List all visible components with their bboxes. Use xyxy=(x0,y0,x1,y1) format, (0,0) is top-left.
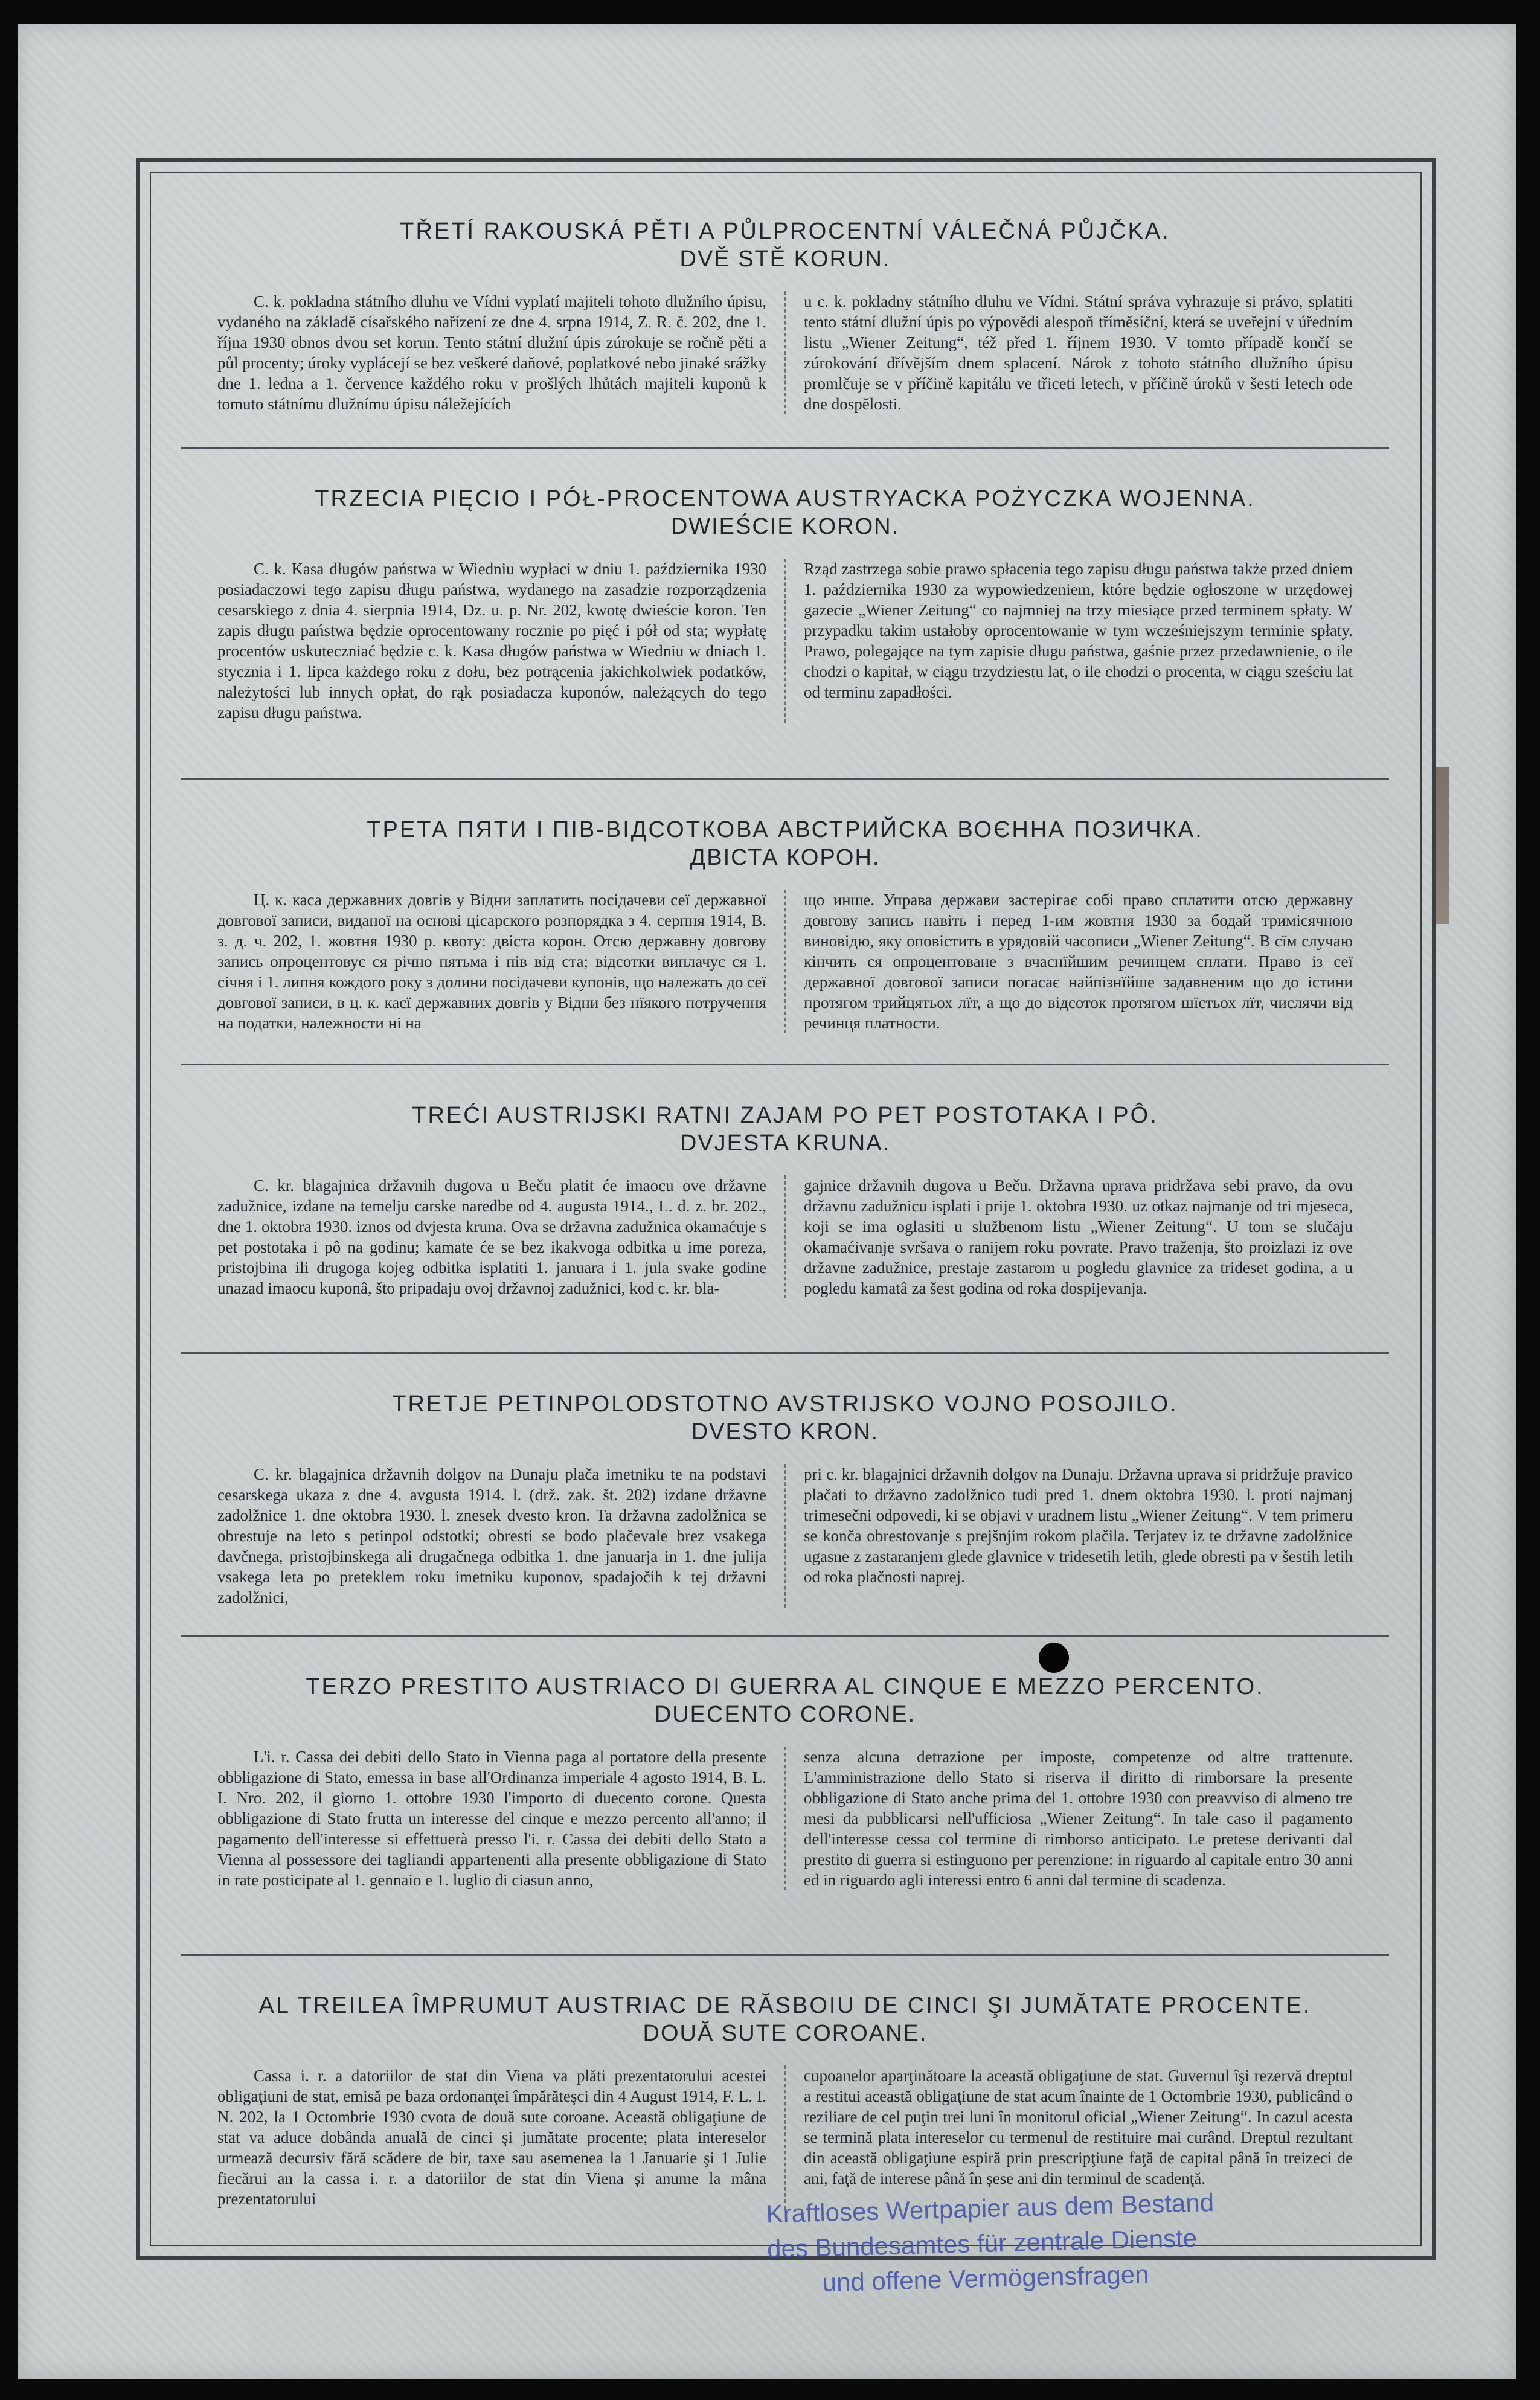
section-title: TRZECIA PIĘCIO I PÓŁ-PROCENTOWA AUSTRYACKA POŻYCZKA WOJENNA. xyxy=(315,486,1256,512)
section-text-left: C. kr. blagajnica državnih dugova u Beču platit će imaocu ove državne zadužnice, izdane na temelju carske naredbe od 4. augusta 1914., L. d. z. br. 202., dne 1. oktobra 1930. iznos od dvjesta kruna. Ova se državna zadužnica okamaćuje s pet postotaka i pô na godinu; kamate će se bez ikakvoga odbitka u ime poreza, pristojbina ili drugoga kojeg odbitka isplatiti 1. januara i 1. jula svake godine unazad imaocu kuponâ, što pripadaju ovoj državnoj zadužnici, kod c. kr. bla- xyxy=(199,1175,786,1298)
section-title: TRETJE PETINPOLODSTOTNO AVSTRIJSKO VOJNO POSOJILO. xyxy=(392,1391,1178,1417)
section-text-right: gajnice državnih dugova u Beču. Državna uprava pridržava sebi pravo, da ovu državnu zadužnicu isplati i prije 1. oktobra 1930. uz otkaz najmanje od tri mjeseca, koji se ima oglasiti u službenom listu „Wiener Zeitung“. U tom se slučaju okamaćivanje svršava o ranijem roku povrate. Pravo traženja, što proizlazi iz ove državne zadužnice, prestaje zastarom u pogledu glavnice za trideset godina, a u pogledu kamatâ za šest godina od roka dospijevanja. xyxy=(804,1176,1353,1297)
section-slovene xyxy=(181,1354,1389,1629)
section-columns xyxy=(199,559,1371,723)
section-subtitle: DUECENTO CORONE. xyxy=(654,1702,916,1727)
stamp-line: und offene Vermögensfragen xyxy=(822,2259,1150,2297)
paper-edge-tear xyxy=(1436,767,1449,924)
section-columns xyxy=(199,1747,1371,1890)
section-text-left: Ц. к. каса державних довгів у Відни заплатить посідачеви сеї державної довгової записи, виданої на основі цісарского розпорядка з 4. серпня 1914, В. з. д. ч. 202, 1. жовтня 1930 р. квоту: двіста корон. Отсю державну довгову запись опроцентовує ся річно пятьма і пів від ста; відсотки виплачує ся 1. січня і 1. липня кождого року з долини посідачеви купонів, що належать до сеї довгової записи, в ц. к. касї державних довгів у Відни без нїякого потручення на податки, належности ні на xyxy=(199,890,786,1033)
section-columns xyxy=(199,1464,1371,1608)
section-subtitle: ДВІСТА КОРОН. xyxy=(690,845,881,870)
section-croatian xyxy=(181,1065,1389,1346)
section-ukrainian xyxy=(181,780,1389,1057)
section-text-right: senza alcuna detrazione per imposte, competenze od altre trattenute. L'amministrazione dello Stato si riserva il diritto di rimborsare la presente obbligazione di Stato anche prima del 1. ottobre 1930 con preavviso di almeno tre mesi da pubblicarsi nell'ufficiosa „Wiener Zeitung“. In tale caso il pagamento dell'interesse cessa col termine di rimborso anticipato. Le pretese derivanti dal prestito di guerra si estinguono per perenzione: in riguardo al capitale entro 30 anni ed in riguardo agli interessi entro 6 anni dal termine di scadenza. xyxy=(804,1748,1353,1889)
section-italian xyxy=(181,1637,1389,1948)
section-text-right: cupoanelor aparţinătoare la această obligaţiune de stat. Guvernul îşi rezervă dreptul a restitui această obligaţiune de stat acum înainte de 1 Octombrie 1930, publicând o reziliare de cel puţin trei luni în monitorul oficial „Wiener Zeitung“. In cazul acesta se termină plata intereselor cu termenul de restituire mai curând. Dreptul rezultant din această obligaţiune espiră prin prescripţiune faţă de capital până în treizeci de ani, faţă de interese până în şese ani din terminul de scadenţă. xyxy=(804,2067,1353,2187)
section-title: TERZO PRESTITO AUSTRIACO DI GUERRA AL CINQUE E MEZZO PERCENTO. xyxy=(306,1674,1265,1699)
cancellation-stamp xyxy=(766,2182,1342,2302)
section-text-right: u c. k. pokladny státního dluhu ve Vídni. Státní správa vyhrazuje si právo, splatiti tento státní dlužní úpis po výpovědi alespoň tříměsíční, která se uveřejní v úředním listu „Wiener Zeitung“, též před 1. říjnem 1930. V tomto případě končí se zúrokování dřívějším dnem splacení. Nárok z tohoto státního dlužního úpisu promlčuje se v příčině kapitálu ve třiceti letech, v příčině úroků v šesti letech ode dne dospělosti. xyxy=(804,292,1353,413)
section-polish xyxy=(181,449,1389,772)
section-subtitle: DWIEŚCIE KORON. xyxy=(670,514,900,539)
section-title: AL TREILEA ÎMPRUMUT AUSTRIAC DE RĂSBOIU DE CINCI ŞI JUMĂTATE PROCENTE. xyxy=(258,1993,1312,2018)
section-text-right: що инше. Управа держави застерігає собі право сплатити отсю державну довгову запись навіть і перед 1-им жовтня 1930 за бодай тримісячною виновідю, яку оповістить в урядовій часописи „Wiener Zeitung“. В сїм случаю кінчить ся опроцентоване з вчаснїйшим речинцем сплати. Право із сеї державної довгової записи погасає найпізнїйше задавненим що до істини протягом трийцятьох лїт, а що до відсоток протягом шїстьох лїт, числячи від речинця платности. xyxy=(804,891,1353,1032)
bond-text-content xyxy=(181,181,1389,2245)
section-columns xyxy=(199,291,1371,414)
section-text-right: pri c. kr. blagajnici državnih dolgov na Dunaju. Državna uprava si pridržuje pravico plačati to državno zadolžnico tudi pred 1. dnem oktobra 1930. l. proti najmanj trimesečni odpovedi, ki se objavi v uradnem listu „Wiener Zeitung“. V tem primeru se konča obrestovanje s prejšnjim rokom plačila. Terjatev iz te državne zadolžnice ugasne z zastaranjem glede glavnice v tridesetih letih, glede obresti pa v šestih letih od roka plačnosti naprej. xyxy=(804,1465,1353,1586)
stamp-line: Kraftloses Wertpapier aus dem Bestand xyxy=(766,2188,1214,2228)
stamp-line: des Bundesamtes für zentrale Dienste xyxy=(766,2223,1198,2264)
section-subtitle: DVJESTA KRUNA. xyxy=(679,1131,891,1156)
section-czech xyxy=(181,181,1389,441)
section-text-left: L'i. r. Cassa dei debiti dello Stato in Vienna paga al portatore della presente obbligazione di Stato, emessa in base all'Ordinanza imperiale 4 agosto 1914, B. L. I. Nro. 202, il giorno 1. ottobre 1930 l'importo di duecento corone. Questa obbligazione di Stato frutta un interesse del cinque e mezzo percento all'anno; il pagamento dell'interesse si effettuerà presso l'i. r. Cassa dei debiti dello Stato a Vienna al possessore dei tagliandi appartenenti alla presente obbligazione di Stato in rate posticipate al 1. gennaio e 1. luglio di ciasun anno, xyxy=(199,1747,786,1890)
section-title: TREĆI AUSTRIJSKI RATNI ZAJAM PO PET POSTOTAKA I PÔ. xyxy=(412,1103,1158,1128)
section-subtitle: DOUĂ SUTE COROANE. xyxy=(643,2021,928,2046)
section-columns xyxy=(199,1175,1371,1298)
section-title: TŘETÍ RAKOUSKÁ PĚTI A PŮLPROCENTNÍ VÁLEČNÁ PŮJČKA. xyxy=(400,219,1170,244)
section-text-left: Cassa i. r. a datoriilor de stat din Viena va plăti prezentatorului acestei obligaţiuni de stat, emisă pe baza ordonanţei împărăteşci din 4 August 1914, F. L. I. N. 202, la 1 Octombrie 1930 cvota de două sute coroane. Această obligaţiune de stat va aduce dobânda anuală de cinci şi jumătate procente; plata intereselor urmează decursiv fără scădere de bir, taxe sau asemenea la 1 Januarie şi 1 Julie fiecărui an la cassa i. r. a datoriilor de stat din Viena şi anume la mâna prezentatorului xyxy=(199,2065,786,2209)
punch-hole xyxy=(1039,1643,1069,1673)
section-subtitle: DVESTO KRON. xyxy=(691,1419,879,1445)
section-subtitle: DVĚ STĚ KORUN. xyxy=(679,246,891,272)
section-text-left: C. k. pokladna státního dluhu ve Vídni vyplatí majiteli tohoto dlužního úpisu, vydaného na základě císařského nařízení ze dne 4. srpna 1914, Z. R. č. 202, dne 1. října 1930 obnos dvou set korun. Tento státní dlužní úpis zúrokuje se ročně pěti a půl procenty; úroky vyplácejí se bez veškeré daňové, poplatkové nebo jinaké srážky dne 1. ledna a 1. července každého roku v prošlých lhůtách majiteli kuponů k tomuto státnímu dlužnímu úpisu náležejících xyxy=(199,291,786,414)
section-text-left: C. k. Kasa długów państwa w Wiedniu wypłaci w dniu 1. października 1930 posiadaczowi tego zapisu długu państwa, wydanego na zasadzie rozporządzenia cesarskiego z dnia 4. sierpnia 1914, Dz. u. p. Nr. 202, kwotę dwieście koron. Ten zapis długu państwa będzie oprocentowany rocznie po pięć i pół od sta; wypłatę procentów uskuteczniać będzie c. k. Kasa długów państwa w Wiedniu w dniach 1. stycznia i 1. lipca każdego roku z dołu, bez potrącenia jakichkolwiek podatków, należytości lub innych opłat, do rąk posiadacza kuponów, należących do tego zapisu długu państwa. xyxy=(199,559,786,723)
section-text-right: Rząd zastrzega sobie prawo spłacenia tego zapisu długu państwa także przed dniem 1. października 1930 za wypowiedzeniem, które będzie ogłoszone w urzędowej gazecie „Wiener Zeitung“ co najmniej na trzy miesiące przed terminem spłaty. W przypadku takim ustałoby oprocentowanie w tym wcześniejszym terminie spłaty. Prawo, polegające na tym zapisie długu państwa, gaśnie przez przedawnienie, o ile chodzi o kapitał, w ciągu trzydziestu lat, o ile chodzi o procenta, w ciągu sześciu lat od terminu zapadłości. xyxy=(804,560,1353,701)
section-columns xyxy=(199,890,1371,1033)
section-title: ТРЕТА ПЯТИ І ПІВ-ВІДСОТКОВА АВСТРИЙСКА ВОЄННА ПОЗИЧКА. xyxy=(367,817,1204,842)
section-text-left: C. kr. blagajnica državnih dolgov na Dunaju plača imetniku te na podstavi cesarskega ukaza z dne 4. avgusta 1914. l. (drž. zak. št. 202) izdane državne zadolžnice 1. dne oktobra 1930. l. znesek dvesto kron. Ta državna zadolžnica se obrestuje na leto s petinpol odstotki; obresti se bodo plačevale brez vsakega davčnega, pristojbinskega ali drugačnega odbitka 1. dne januarja in 1. dne julija vsakega leta po preteklem roku imetniku kuponov, spadajočih k tej državni zadolžnici, xyxy=(199,1464,786,1608)
